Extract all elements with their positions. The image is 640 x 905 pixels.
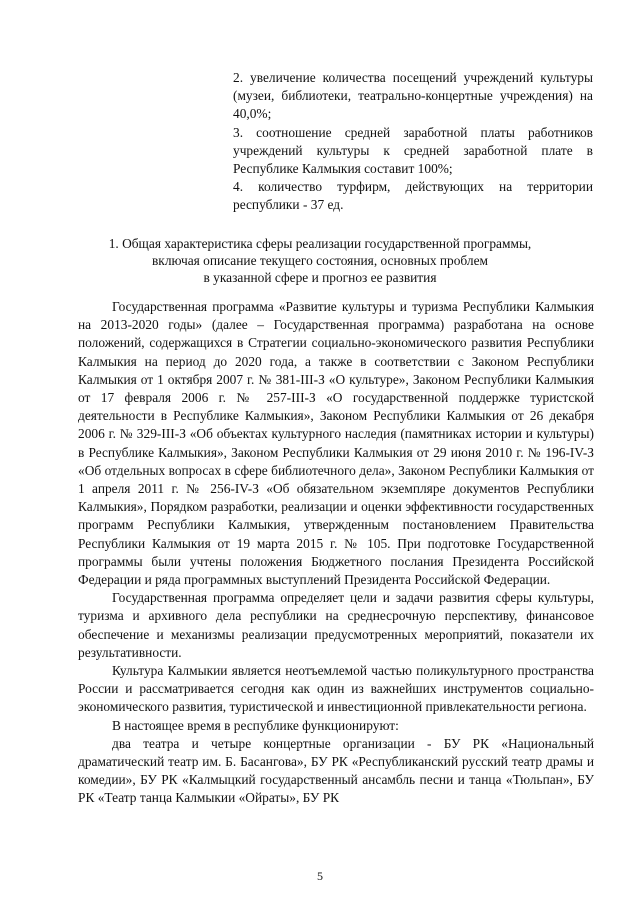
paragraph: В настоящее время в республике функционируют: — [112, 717, 399, 733]
indicator-list — [233, 69, 593, 215]
section-heading-line: в указанной сфере и прогноз ее развития — [203, 270, 437, 285]
list-item: 3. соотношение средней заработной платы работников учреждений культуры к средней заработной плате в Республике Калмыкия составит 100%; — [233, 124, 593, 177]
section-heading-line: 1. Общая характеристика сферы реализации государственной программы, — [108, 236, 532, 251]
body-text — [78, 298, 594, 808]
paragraph: два театра и четыре концертные организации - БУ РК «Национальный драматический театр им. Б. Басангова», БУ РК «Республиканский русский театр драмы и комедии», БУ РК «Калмыцкий государственный ансамбль песни и танца «Тюльпан», БУ РК «Театр танца Калмыкии «Ойраты», БУ РК — [78, 735, 594, 806]
page-number: 5 — [317, 869, 323, 883]
paragraph: Культура Калмыкии является неотъемлемой частью поликультурного пространства России и рассматривается сегодня как один из важнейших инструментов социально-экономического развития, туристической и инвестиционной привлекательности региона. — [78, 663, 594, 715]
list-item: 4. количество турфирм, действующих на территории республики - 37 ед. — [233, 179, 593, 213]
paragraph: Государственная программа определяет цели и задачи развития сферы культуры, туризма и архивного дела республики на среднесрочную перспективу, финансовое обеспечение и механизмы реализации предусмотренных мероприятий, показатели их результативности. — [78, 590, 594, 660]
section-heading — [60, 235, 580, 286]
list-item: 2. увеличение количества посещений учреждений культуры (музеи, библиотеки, театрально-концертные учреждения) на 40,0%; — [233, 70, 593, 122]
paragraph: Государственная программа «Развитие культуры и туризма Республики Калмыкия на 2013-2020 годы» (далее – Государственная программа) разработана на основе положений, содержащихся в Стратегии социально-экономического развития Республики Калмыкия на период до 2020 года, а также в соответствии с Законом Республики Калмыкия от 1 октября 2007 г. № 381-III-З «О культуре», Законом Республики Калмыкия от 17 февраля 2006 г. № 257-III-З «О государственной поддержке туристской деятельности в Республике Калмыкия», Законом Республики Калмыкия от 26 декабря 2006 г. № 329-III-З «Об объектах культурного наследия (памятниках истории и культуры) в Республике Калмыкия», Законом Республики Калмыкия от 29 июня 2010 г. № 196-IV-З «Об отдельных вопросах в сфере библиотечного дела», Законом Республики Калмыкия от 1 апреля 2011 г. № 256-IV-З «Об обязательном экземпляре документов Республики Калмыкия», Порядком разработки, реализации и оценки эффективности государственных программ Республики Калмыкия, утвержденным постановлением Правительства Республики Калмыкия от 19 марта 2015 г. № 105. При подготовке Государственной программы были учтены положения Бюджетного послания Президента Российской Федерации и ряда программных выступлений Президента Российской Федерации. — [78, 299, 594, 588]
section-heading-line: включая описание текущего состояния, основных проблем — [151, 253, 489, 268]
